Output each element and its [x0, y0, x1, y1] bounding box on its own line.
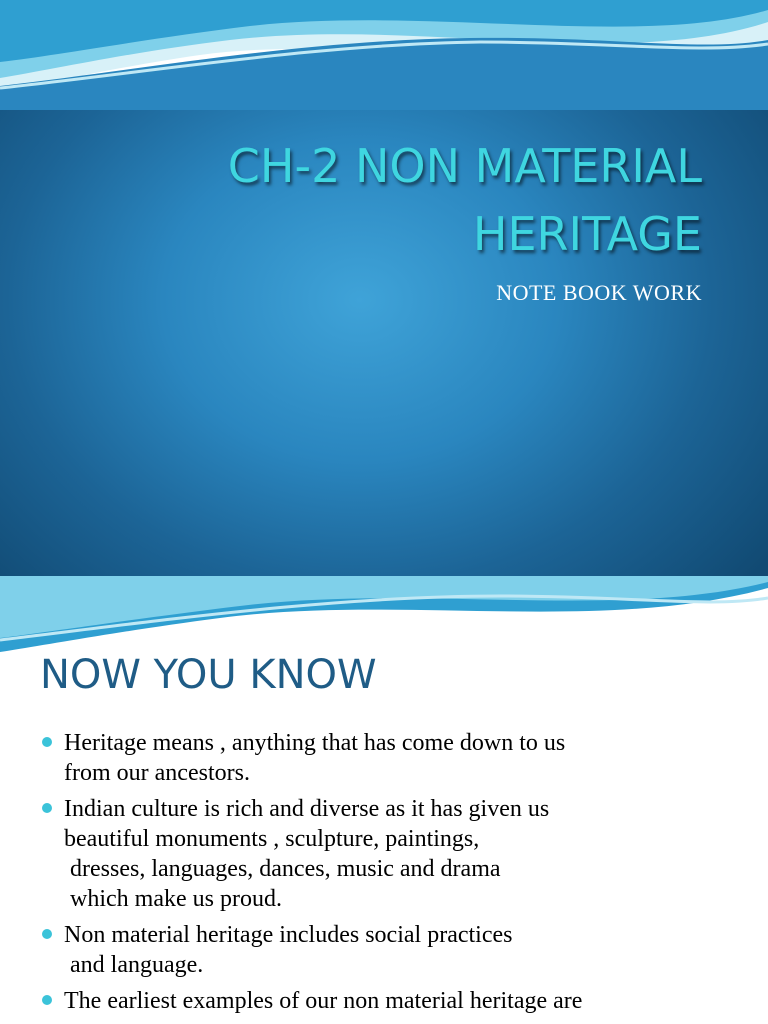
bullet-line: beautiful monuments , sculpture, paintings, [64, 826, 480, 852]
list-item [40, 920, 740, 980]
slide-title-line: HERITAGE [472, 207, 702, 261]
list-item [40, 728, 740, 788]
bullet-icon [42, 737, 52, 747]
bullet-icon [42, 803, 52, 813]
bullet-line: dresses, languages, dances, music and drama [64, 856, 501, 882]
bullet-line: Non material heritage includes social practices [64, 922, 513, 948]
bullet-line: which make us proud. [64, 886, 282, 912]
bullet-icon [42, 929, 52, 939]
bullet-icon [42, 995, 52, 1005]
list-item [40, 794, 740, 914]
bullet-line: The earliest examples of our non material heritage are [64, 988, 583, 1014]
bullet-line: Indian culture is rich and diverse as it has given us [64, 796, 550, 822]
bullet-line: and language. [64, 952, 204, 978]
bullet-line: from our ancestors. [64, 760, 250, 786]
bullet-list [40, 728, 740, 1022]
slide-title-line: CH-2 NON MATERIAL [227, 139, 702, 193]
content-slide [0, 576, 768, 1024]
slide-title [82, 132, 702, 268]
bullet-line: Heritage means , anything that has come down to us [64, 730, 566, 756]
top-wave-decoration [0, 0, 768, 110]
slide-subtitle: NOTE BOOK WORK [496, 280, 702, 305]
list-item [40, 986, 740, 1016]
content-heading: NOW YOU KNOW [40, 652, 377, 698]
